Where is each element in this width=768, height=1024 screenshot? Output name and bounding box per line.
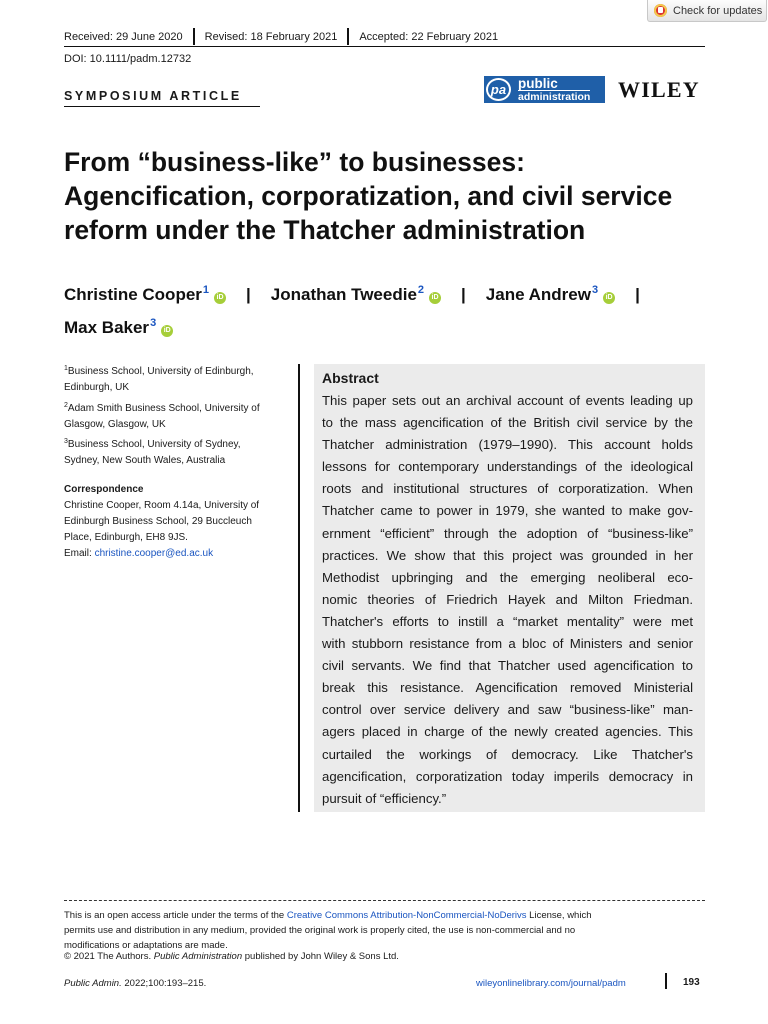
affiliation-number: 1: [64, 365, 68, 372]
abstract-line: Thatcher administration (1979–1990). This account holds: [322, 437, 693, 453]
oa-text: License, which: [526, 910, 592, 921]
author-name[interactable]: Jonathan Tweedie: [270, 285, 417, 304]
author-name[interactable]: Max Baker: [64, 318, 150, 337]
column-divider: [298, 364, 300, 812]
abstract-line: civil servants. We find that Thatcher used agencification to: [322, 658, 693, 674]
abstract-line: nomic theories of Friedrich Hayek and Milton Friedman.: [322, 591, 693, 607]
abstract-line: ernment “efficient” through the adoption of “business-like”: [322, 525, 693, 541]
pa-logo-mark: pa: [486, 78, 511, 101]
abstract-line: roots and institutional structures of corporatization. When: [322, 481, 693, 497]
abstract-line: Thatcher came to power in 1979, she wanted to make gov-: [322, 503, 693, 519]
article-title: [64, 145, 724, 247]
abstract-line: agencification, corporatization today imperils democracy in: [322, 768, 693, 784]
article-dates: [64, 28, 498, 45]
copyright-text: published by John Wiley & Sons Ltd.: [242, 951, 399, 962]
journal-citation: [64, 978, 206, 989]
correspondence-heading: Correspondence: [64, 484, 144, 495]
author-name[interactable]: Jane Andrew: [485, 285, 591, 304]
date-separator: [347, 28, 349, 45]
abstract-line: break this resistance. Agencification removed Ministerial: [322, 680, 693, 696]
copyright-text: © 2021 The Authors.: [64, 951, 154, 962]
affiliation-text: Edinburgh, UK: [64, 382, 130, 393]
affiliation-text: Business School, University of Edinburgh,: [67, 366, 254, 377]
date-separator: [193, 28, 195, 45]
affiliation-ref[interactable]: 3: [591, 284, 599, 296]
affiliation-2: [64, 398, 286, 433]
correspondence-text: Edinburgh Business School, 29 Buccleuch: [64, 516, 252, 527]
abstract-line: pursuit of “efficiency.”: [322, 790, 447, 806]
license-link[interactable]: Creative Commons Attribution-NonCommercial-NoDerivs: [286, 910, 527, 921]
page-number: 193: [683, 977, 700, 988]
footer-separator: [665, 973, 667, 989]
email-label: Email:: [64, 548, 95, 559]
journal-url-link[interactable]: wileyonlinelibrary.com/journal/padm: [476, 978, 626, 989]
affiliation-text: Business School, University of Sydney,: [67, 439, 241, 450]
abstract-line: Methodist upbringing and the emerging neoliberal eco-: [322, 569, 693, 585]
correspondence-text: Christine Cooper, Room 4.14a, University of: [64, 500, 260, 511]
citation-text: 2022;100:193–215.: [121, 978, 207, 989]
author-list: [64, 276, 724, 342]
oa-text: permits use and distribution in any medium, provided the original work is properly cited, the use is non-commercial and no: [64, 925, 576, 936]
abstract-line: Thatcher's efforts to instill a “market mentality” were met: [322, 613, 693, 629]
journal-abbrev: Public Admin.: [64, 978, 122, 989]
abstract-line: with stubborn resistance from a bloc of Ministers and senior: [322, 636, 693, 652]
orcid-icon[interactable]: iD: [603, 292, 615, 304]
abstract-line: control over service delivery and saw “business-like” man-: [322, 702, 693, 718]
orcid-icon[interactable]: iD: [429, 292, 441, 304]
copyright-journal: Public Administration: [153, 951, 243, 962]
oa-text: This is an open access article under the terms of the: [64, 910, 287, 921]
orcid-icon[interactable]: iD: [161, 325, 173, 337]
journal-logo[interactable]: [484, 76, 605, 103]
abstract-line: lessons for contemporary understandings of the ideological: [322, 459, 693, 475]
affiliation-ref[interactable]: 3: [150, 317, 157, 329]
title-line: Agencification, corporatization, and civil service: [64, 181, 673, 211]
affiliation-3: [64, 434, 286, 469]
abstract-heading: Abstract: [322, 370, 379, 386]
correspondence: [64, 482, 286, 562]
affiliation-1: [64, 361, 286, 396]
received-date: Received: 29 June 2020: [64, 30, 183, 43]
author[interactable]: [64, 285, 226, 304]
footer-rule: [64, 900, 705, 901]
oa-text: modifications or adaptations are made.: [64, 940, 228, 951]
author-separator: |: [246, 285, 251, 304]
affiliation-number: 3: [64, 438, 68, 445]
author-separator: |: [461, 285, 466, 304]
title-line: reform under the Thatcher administration: [64, 215, 586, 245]
check-for-updates-label: Check for updates: [673, 4, 763, 17]
publisher-logo[interactable]: WILEY: [618, 77, 700, 102]
journal-logo-line2: administration: [518, 91, 591, 103]
author-name[interactable]: Christine Cooper: [64, 285, 202, 304]
correspondence-text: Place, Edinburgh, EH8 9JS.: [64, 532, 188, 543]
author[interactable]: [486, 285, 615, 304]
revised-date: Revised: 18 February 2021: [204, 30, 338, 43]
abstract-line: agers placed in charge of the newly created agencies. This: [322, 724, 693, 740]
accepted-date: Accepted: 22 February 2021: [359, 30, 499, 43]
author-separator: |: [635, 285, 640, 304]
open-access-note: [64, 908, 705, 953]
author[interactable]: [271, 285, 441, 304]
affiliation-text: Glasgow, Glasgow, UK: [64, 419, 166, 430]
abstract-line: This paper sets out an archival account of events leading up: [322, 393, 693, 408]
affiliation-text: Adam Smith Business School, University of: [67, 403, 260, 414]
section-label: SYMPOSIUM ARTICLE: [64, 89, 242, 103]
check-for-updates-button[interactable]: [647, 0, 767, 22]
affiliation-text: Sydney, New South Wales, Australia: [64, 455, 226, 466]
crossmark-icon: [654, 4, 667, 17]
author[interactable]: [64, 318, 173, 337]
copyright: [64, 951, 399, 962]
title-line: From “business-like” to businesses:: [64, 147, 525, 177]
abstract-line: to the mass agencification of the British civil service by the: [322, 415, 693, 431]
abstract-line: practices. We show that this project was grounded in her: [322, 547, 693, 563]
orcid-icon[interactable]: iD: [214, 292, 226, 304]
affiliation-ref[interactable]: 2: [417, 284, 425, 296]
abstract-text: [322, 390, 693, 810]
section-label-rule: [64, 106, 260, 107]
email-link[interactable]: christine.cooper@ed.ac.uk: [94, 548, 214, 559]
journal-logo-line1: public: [518, 75, 558, 91]
header-rule: [64, 46, 705, 47]
abstract-line: curtailed the workings of democracy. Like Thatcher's: [322, 746, 693, 762]
affiliation-ref[interactable]: 1: [202, 284, 210, 296]
doi: DOI: 10.1111/padm.12732: [64, 53, 192, 65]
affiliation-number: 2: [64, 402, 68, 409]
